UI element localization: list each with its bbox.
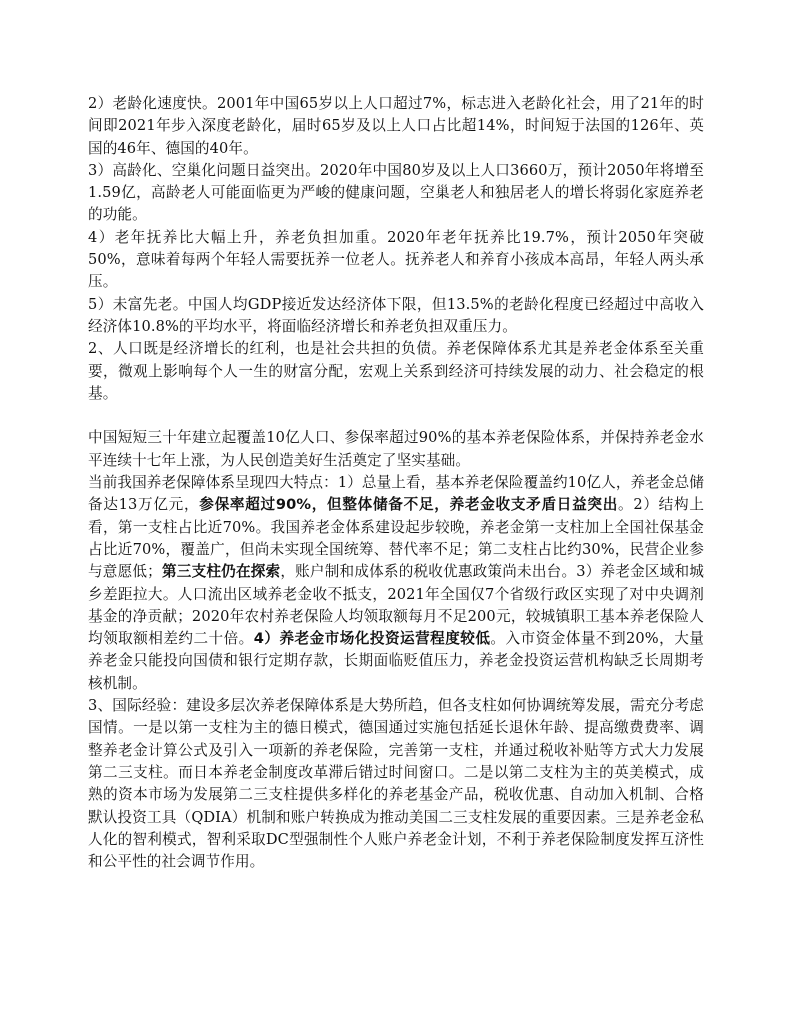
elderly-empty-nest-paragraph: 3）高龄化、空巢化问题日益突出。2020年中国80岁及以上人口3660万，预计2050年将增至1.59亿，高龄老人可能面临更为严峻的健康问题，空巢老人和独居老人的增长将弱化家庭养老的功能。 — [88, 161, 704, 224]
document-page — [88, 93, 704, 873]
features-bold-3: 4）养老金市场化投资运营程度较低 — [253, 630, 491, 648]
features-text-2: 。2）结构上看，第一支柱占比近70%。我国养老金体系建设起步较晚，养老金第一支柱加上全国社保基金占比近70%，覆盖广，但尚未实现全国统筹、替代率不足；第二支柱占比约30%，民营企业参与意愿低； — [88, 496, 705, 581]
pension-system-intro-paragraph: 中国短短三十年建立起覆盖10亿人口、参保率超过90%的基本养老保险体系，并保持养老金水平连续十七年上涨，为人民创造美好生活奠定了坚实基础。 — [88, 429, 704, 469]
aging-speed-paragraph: 2）老龄化速度快。2001年中国65岁以上人口超过7%，标志进入老龄化社会，用了21年的时间即2021年步入深度老龄化，届时65岁及以上人口占比超14%，时间短于法国的126年、英国的46年、德国的40年。 — [88, 95, 704, 157]
features-text-4: 。入市资金体量不到20%，大量养老金只能投向国债和银行定期存款，长期面临贬值压力，养老金投资运营机构缺乏长周期考核机制。 — [88, 630, 704, 692]
dependency-ratio-paragraph: 4）老年抚养比大幅上升，养老负担加重。2020年老年抚养比19.7%，预计2050年突破50%，意味着每两个年轻人需要抚养一位老人。抚养老人和养育小孩成本高昂，年轻人两头承压。 — [88, 228, 704, 291]
international-experience-paragraph: 3、国际经验：建设多层次养老保障体系是大势所趋，但各支柱如何协调统筹发展，需充分考虑国情。一是以第一支柱为主的德日模式，德国通过实施包括延长退休年龄、提高缴费费率、调整养老金计算公式及引入一项新的养老保险，完善第一支柱，并通过税收补贴等方式大力发展第二三支柱。而日本养老金制度改革滞后错过时间窗口。二是以第二支柱为主的英美模式，成熟的资本市场为发展第二三支柱提供多样化的养老基金产品，税收优惠、自动加入机制、合格默认投资工具（QDIA）机制和账户转换成为推动美国二三支柱发展的重要因素。三是养老金私人化的智利模式，智利采取DC型强制性个人账户养老金计划，不利于养老保险制度发挥互济性和公平性的社会调节作用。 — [88, 697, 704, 871]
population-dividend-paragraph: 2、人口既是经济增长的红利，也是社会共担的负债。养老保障体系尤其是养老金体系至关重要，微观上影响每个人一生的财富分配，宏观上关系到经济可持续发展的动力、社会稳定的根基。 — [88, 340, 704, 402]
paragraph-gap — [88, 405, 704, 427]
four-features-paragraph — [88, 472, 704, 695]
old-before-rich-paragraph: 5）未富先老。中国人均GDP接近发达经济体下限，但13.5%的老龄化程度已经超过中高收入经济体10.8%的平均水平，将面临经济增长和养老负担双重压力。 — [88, 295, 704, 335]
features-text-1: 当前我国养老保障体系呈现四大特点：1）总量上看，基本养老保险覆盖约10亿人，养老金总储备达13万亿元， — [88, 474, 704, 514]
features-bold-2: 第三支柱仍在探索 — [161, 563, 281, 581]
features-bold-1: 参保率超过90%，但整体储备不足，养老金收支矛盾日益突出 — [199, 496, 619, 514]
features-text-3: ，账户制和成体系的税收优惠政策尚未出台。3）养老金区域和城乡差距拉大。人口流出区域养老金收不抵支，2021年全国仅7个省级行政区实现了对中央调剂基金的净贡献；2020年农村养老保险人均领取额每月不足200元，较城镇职工基本养老保险人均领取额相差约二十倍。 — [88, 563, 704, 648]
